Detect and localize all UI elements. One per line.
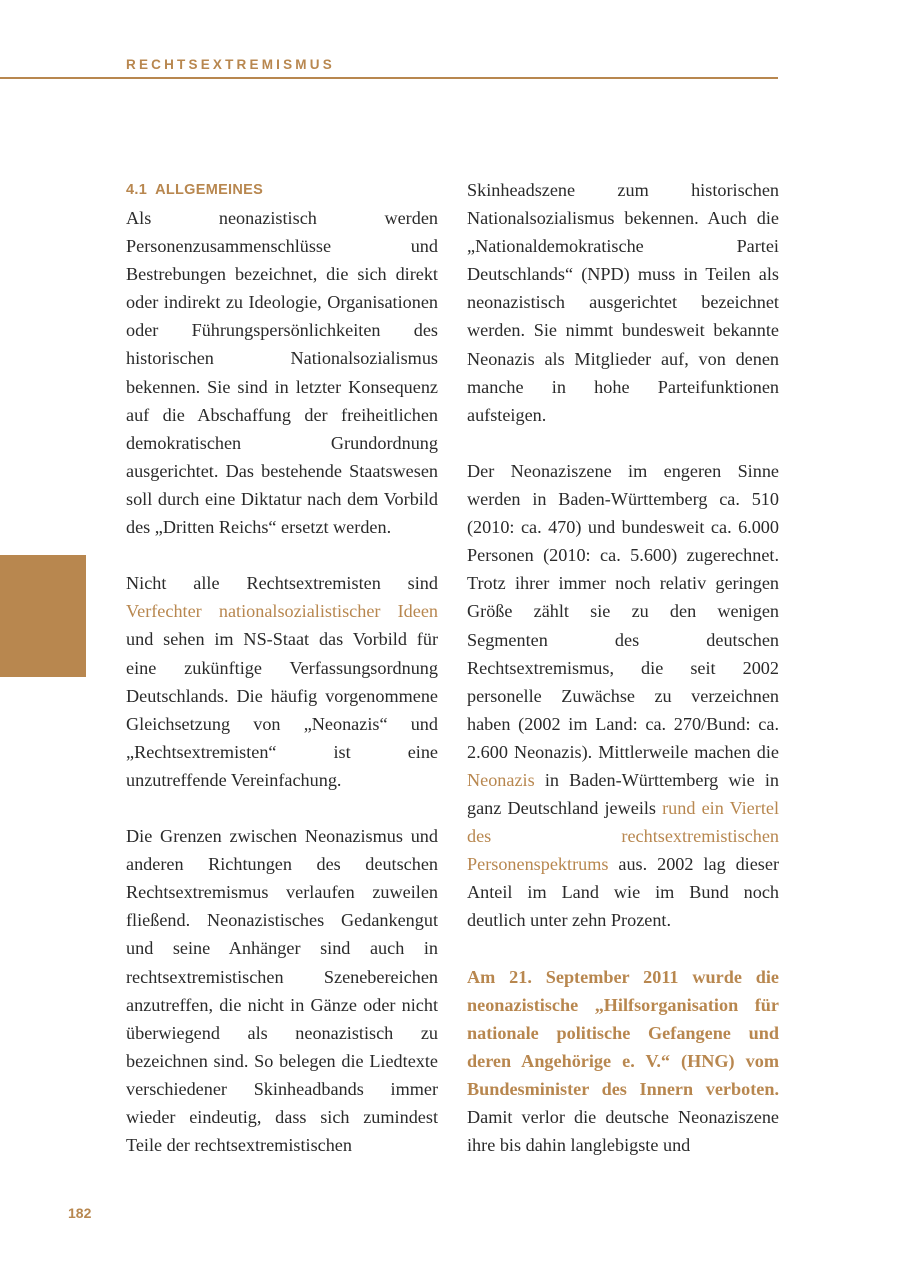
section-number: 4.1 bbox=[126, 182, 148, 198]
section-title: ALLGEMEINES bbox=[155, 182, 264, 198]
left-column bbox=[126, 176, 438, 1159]
right-column bbox=[467, 176, 779, 1159]
paragraph-2-text-start: Nicht alle Rechtsextremisten sind bbox=[126, 573, 438, 594]
header-rule bbox=[0, 77, 778, 79]
paragraph-2-text-end: und sehen im NS-Staat das Vorbild für eine zukünftige Verfassungsordnung Deutschlands. Die häufig vorgenommene Gleichsetzung von „Neonazis“ und „Rechtsextremisten“ ist eine unzutreffende Vereinfachung. bbox=[126, 629, 438, 790]
chapter-side-tab bbox=[0, 555, 86, 677]
paragraph-6-text-end: Damit verlor die deutsche Neonaziszene ihre bis dahin langlebigste und bbox=[467, 1107, 779, 1156]
highlight-neonazis: Neonazis bbox=[467, 769, 535, 790]
running-header: RECHTSEXTREMISMUS bbox=[126, 57, 335, 72]
page-number: 182 bbox=[68, 1205, 92, 1221]
paragraph-5-text-2: in Baden-Württemberg wie in ganz Deutschland jeweils bbox=[467, 769, 779, 819]
highlight-viertel: rund ein Viertel des rechtsextremistischen Personenspektrums bbox=[467, 798, 779, 875]
paragraph-6 bbox=[467, 963, 779, 1160]
paragraph-5-text-3: aus. 2002 lag dieser Anteil im Land wie im Bund noch deutlich unter zehn Prozent. bbox=[467, 854, 779, 931]
section-heading bbox=[126, 176, 438, 204]
paragraph-2 bbox=[126, 569, 438, 794]
highlight-nationalsozialistische-ideen: Verfechter nationalsozialistischer Ideen bbox=[126, 601, 438, 622]
paragraph-4: Skinheadszene zum historischen Nationalsozialismus bekennen. Auch die „Nationaldemokratische Partei Deutschlands“ (NPD) muss in Teilen als neonazistisch ausgerichtet bezeichnet werden. Sie nimmt bundesweit bekannte Neonazis als Mitglieder auf, von denen manche in hohe Parteifunktionen aufsteigen. bbox=[467, 180, 779, 425]
highlight-hng-verbot: Am 21. September 2011 wurde die neonazistische „Hilfsorganisation für nationale politische Gefangene und deren Angehörige e. V.“ (HNG) vom Bundesminister des Innern verboten. bbox=[467, 966, 779, 1099]
paragraph-5 bbox=[467, 457, 779, 935]
paragraph-1: Als neonazistisch werden Personenzusammenschlüsse und Bestrebungen bezeichnet, die sich direkt oder indirekt zu Ideologie, Organisationen oder Führungspersönlichkeiten des historischen Nationalsozialismus bekennen. Sie sind in letzter Konsequenz auf die Abschaffung der freiheitlichen demokratischen Grundordnung ausgerichtet. Das bestehende Staatswesen soll durch eine Diktatur nach dem Vorbild des „Dritten Reichs“ ersetzt werden. bbox=[126, 208, 438, 538]
paragraph-5-text-1: Der Neonaziszene im engeren Sinne werden in Baden-Württemberg ca. 510 (2010: ca. 470) und bundesweit ca. 6.000 Personen (2010: ca. 5.600) zugerechnet. Trotz ihrer immer noch relativ geringen Größe zählt sie zu den wenigen Segmenten des deutschen Rechtsextremismus, die seit 2002 personelle Zuwächse zu verzeichnen haben (2002 im Land: ca. 270/Bund: ca. 2.600 Neonazis). Mittlerweile machen die bbox=[467, 460, 779, 762]
paragraph-3: Die Grenzen zwischen Neonazismus und anderen Richtungen des deutschen Rechtsextremismus verlaufen zuweilen fließend. Neonazistisches Gedankengut und seine Anhänger sind auch in rechtsextremistischen Szenebereichen anzutreffen, die nicht in Gänze oder nicht überwiegend als neonazistisch zu bezeichnen sind. So belegen die Liedtexte verschiedener Skinheadbands immer wieder eindeutig, dass sich zumindest Teile der rechtsextremistischen bbox=[126, 826, 438, 1156]
